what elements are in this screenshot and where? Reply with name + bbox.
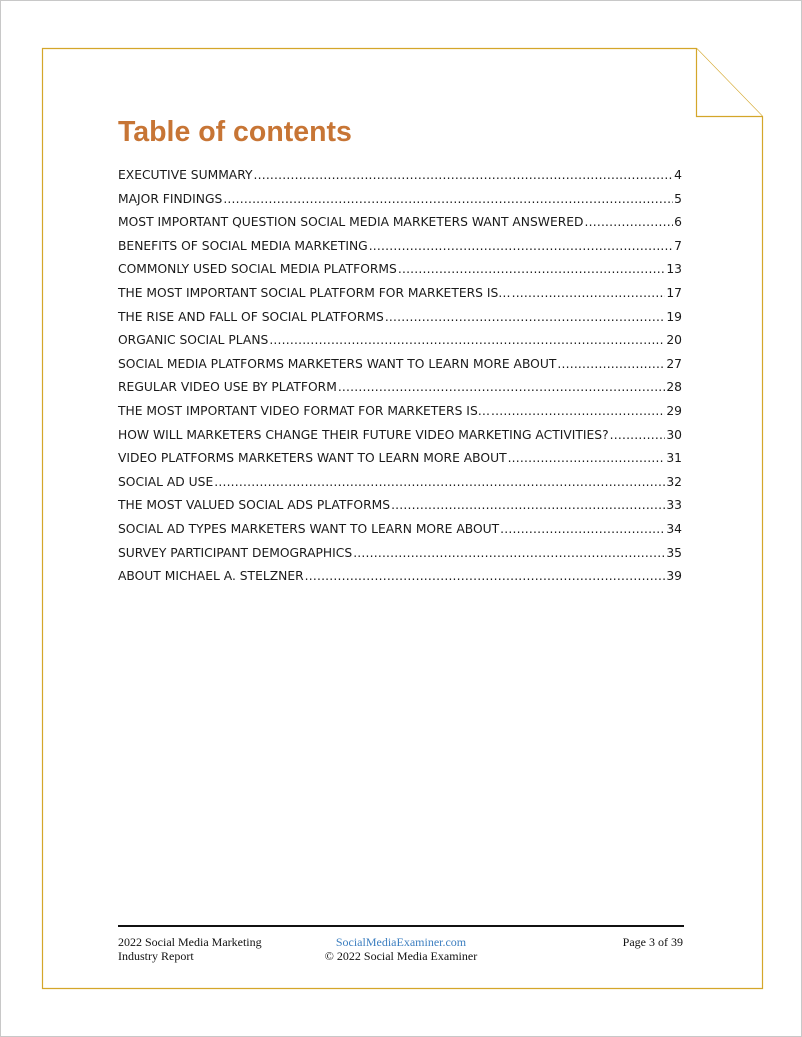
toc-entry-page-number: 28 xyxy=(666,380,682,395)
toc-entry-label: THE MOST IMPORTANT VIDEO FORMAT FOR MARKETERS IS… xyxy=(118,403,491,418)
toc-entry-label: ORGANIC SOCIAL PLANS xyxy=(118,333,269,348)
page-title: Table of contents xyxy=(118,116,352,148)
toc-entry-label: BENEFITS OF SOCIAL MEDIA MARKETING xyxy=(118,238,368,253)
toc-entry[interactable] xyxy=(118,286,682,310)
toc-entry-label: THE RISE AND FALL OF SOCIAL PLATFORMS xyxy=(118,309,384,324)
toc-entry[interactable] xyxy=(118,569,682,593)
toc-entry-page-number: 35 xyxy=(666,545,682,560)
toc-dot-leader xyxy=(398,262,665,276)
copyright-text: © 2022 Social Media Examiner xyxy=(324,948,478,963)
toc-dot-leader xyxy=(338,380,666,394)
toc-dot-leader xyxy=(391,498,665,512)
toc-dot-leader xyxy=(254,168,674,182)
toc-dot-leader xyxy=(353,546,665,560)
toc-dot-leader xyxy=(610,428,666,442)
toc-entry-label: SOCIAL MEDIA PLATFORMS MARKETERS WANT TO LEARN MORE ABOUT xyxy=(118,356,557,371)
toc-entry-page-number: 4 xyxy=(674,168,682,182)
toc-entry-label: SURVEY PARTICIPANT DEMOGRAPHICS xyxy=(118,545,353,560)
toc-dot-leader xyxy=(508,451,666,465)
toc-entry-label: THE MOST IMPORTANT SOCIAL PLATFORM FOR MARKETERS IS… xyxy=(118,285,511,300)
toc-entry-label: SOCIAL AD TYPES MARKETERS WANT TO LEARN MORE ABOUT xyxy=(118,521,500,536)
toc-entry-page-number: 32 xyxy=(666,474,682,489)
toc-entry-label: REGULAR VIDEO USE BY PLATFORM xyxy=(118,380,337,395)
toc-dot-leader xyxy=(512,286,666,300)
toc-entry[interactable] xyxy=(118,498,682,522)
toc-entry-page-number: 5 xyxy=(674,191,682,206)
footer-publisher xyxy=(310,936,492,963)
toc-entry[interactable] xyxy=(118,192,682,216)
toc-entry-page-number: 39 xyxy=(666,569,682,584)
website-link[interactable]: SocialMediaExaminer.com xyxy=(335,935,467,949)
toc-entry[interactable] xyxy=(118,428,682,452)
footer-divider xyxy=(118,925,684,927)
toc-dot-leader xyxy=(585,215,674,229)
toc-entry-page-number: 6 xyxy=(674,215,682,230)
toc-entry[interactable] xyxy=(118,215,682,239)
toc-dot-leader xyxy=(369,239,673,253)
toc-entry-page-number: 13 xyxy=(666,262,682,277)
toc-dot-leader xyxy=(214,475,665,489)
toc-dot-leader xyxy=(557,357,665,371)
page-number: Page 3 of 39 xyxy=(622,935,683,949)
toc-entry[interactable] xyxy=(118,357,682,381)
toc-entry[interactable] xyxy=(118,310,682,334)
toc-entry-page-number: 33 xyxy=(666,498,682,513)
toc-entry[interactable] xyxy=(118,404,682,428)
toc-entry-page-number: 19 xyxy=(666,309,682,324)
toc-entry-label: MAJOR FINDINGS xyxy=(118,191,223,206)
toc-entry[interactable] xyxy=(118,475,682,499)
toc-entry[interactable] xyxy=(118,522,682,546)
toc-entry-label: EXECUTIVE SUMMARY xyxy=(118,168,253,182)
footer-report-line2: Industry Report xyxy=(118,948,194,963)
table-of-contents xyxy=(118,168,682,593)
toc-entry-page-number: 29 xyxy=(666,403,682,418)
toc-entry-page-number: 7 xyxy=(674,238,682,253)
toc-entry-label: VIDEO PLATFORMS MARKETERS WANT TO LEARN MORE ABOUT xyxy=(118,451,507,466)
toc-dot-leader xyxy=(305,569,666,583)
toc-dot-leader xyxy=(491,404,665,418)
toc-dot-leader xyxy=(500,522,665,536)
toc-entry-label: MOST IMPORTANT QUESTION SOCIAL MEDIA MARKETERS WANT ANSWERED xyxy=(118,215,584,230)
toc-entry-page-number: 20 xyxy=(666,333,682,348)
toc-entry-page-number: 27 xyxy=(666,356,682,371)
toc-entry-label: SOCIAL AD USE xyxy=(118,474,214,489)
toc-entry-label: HOW WILL MARKETERS CHANGE THEIR FUTURE VIDEO MARKETING ACTIVITIES? xyxy=(118,427,609,442)
toc-dot-leader xyxy=(269,333,665,347)
toc-entry-label: THE MOST VALUED SOCIAL ADS PLATFORMS xyxy=(118,498,391,513)
toc-dot-leader xyxy=(223,192,673,206)
toc-entry[interactable] xyxy=(118,451,682,475)
toc-entry-label: ABOUT MICHAEL A. STELZNER xyxy=(118,569,304,584)
toc-entry[interactable] xyxy=(118,333,682,357)
footer-report-name xyxy=(118,936,262,963)
footer-report-line1: 2022 Social Media Marketing xyxy=(118,935,262,949)
toc-entry-label: COMMONLY USED SOCIAL MEDIA PLATFORMS xyxy=(118,262,397,277)
toc-entry-page-number: 34 xyxy=(666,521,682,536)
toc-entry[interactable] xyxy=(118,546,682,570)
toc-entry[interactable] xyxy=(118,262,682,286)
toc-entry-page-number: 30 xyxy=(666,427,682,442)
toc-entry-page-number: 17 xyxy=(666,285,682,300)
toc-entry[interactable] xyxy=(118,168,682,192)
toc-dot-leader xyxy=(385,310,666,324)
toc-entry[interactable] xyxy=(118,239,682,263)
toc-entry[interactable] xyxy=(118,380,682,404)
toc-entry-page-number: 31 xyxy=(666,451,682,466)
